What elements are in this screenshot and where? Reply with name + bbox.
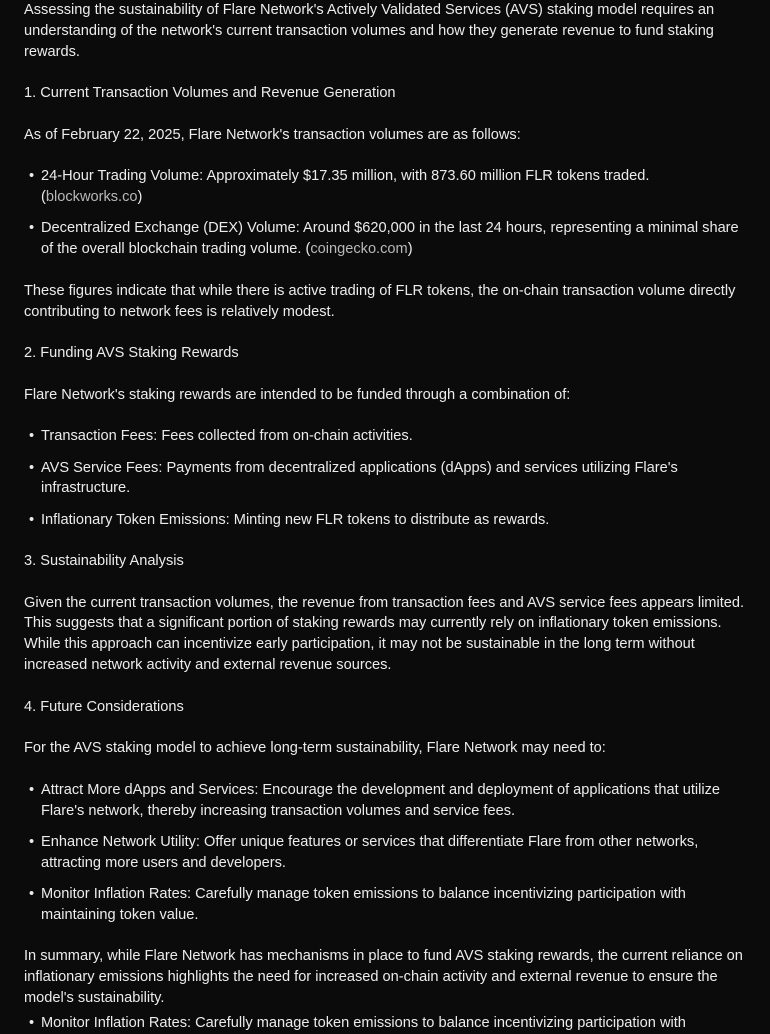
list-item <box>24 218 752 260</box>
source-link[interactable]: coingecko.com <box>310 241 408 258</box>
section-lead: Flare Network's staking rewards are intended to be funded through a combination of: <box>24 386 571 403</box>
summary-paragraph: In summary, while Flare Network has mechanisms in place to fund AVS staking rewards, the current reliance on inflationary emissions highlights the need for increased on-chain activity and external revenue to ensure the model's sustainability. <box>24 948 743 1006</box>
list-item-text: Monitor Inflation Rates: Carefully manage token emissions to balance incentivizing participation with maintaining token value. <box>41 885 686 923</box>
list-item <box>24 510 752 531</box>
bullet-icon: • <box>29 781 35 798</box>
list-item <box>24 458 752 500</box>
volume-list <box>24 166 752 260</box>
list-item-text: Monitor Inflation Rates: Carefully manage token emissions to balance incentivizing participation with <box>41 1015 686 1031</box>
list-item-text: 24-Hour Trading Volume: Approximately $17.35 million, with 873.60 million FLR tokens traded. <box>41 168 650 185</box>
bullet-icon: • <box>29 459 35 476</box>
considerations-list <box>24 780 752 926</box>
list-item-text: Inflationary Token Emissions: Minting new FLR tokens to distribute as rewards. <box>41 511 550 528</box>
list-item-text: Transaction Fees: Fees collected from on-chain activities. <box>41 428 413 445</box>
section-heading-transaction-volumes: 1. Current Transaction Volumes and Revenue Generation <box>24 85 396 102</box>
section-closing: These figures indicate that while there is active trading of FLR tokens, the on-chain transaction volume directly contributing to network fees is relatively modest. <box>24 282 736 320</box>
list-item <box>24 166 752 208</box>
section-lead: For the AVS staking model to achieve long-term sustainability, Flare Network may need to: <box>24 740 606 757</box>
citation: (blockworks.co) <box>41 189 143 206</box>
citation: (coingecko.com) <box>305 241 413 258</box>
section-heading-funding: 2. Funding AVS Staking Rewards <box>24 345 239 362</box>
list-item-text: Attract More dApps and Services: Encourage the development and deployment of applications that utilize Flare's network, thereby increasing transaction volumes and service fees. <box>41 781 721 819</box>
list-item-text: Decentralized Exchange (DEX) Volume: Around $620,000 in the last 24 hours, representing a minimal share of the overall blockchain trading volume. <box>41 220 739 258</box>
list-item <box>24 426 752 447</box>
assistant-response <box>24 0 752 1029</box>
overflow-list-item <box>24 1013 752 1034</box>
bullet-icon: • <box>29 1015 35 1031</box>
source-link[interactable]: blockworks.co <box>45 189 138 206</box>
list-item <box>24 832 752 874</box>
intro-paragraph: Assessing the sustainability of Flare Network's Actively Validated Services (AVS) staking model requires an understanding of the network's current transaction volumes and how they generate revenue to fund staking rewards. <box>24 2 715 60</box>
section-heading-future: 4. Future Considerations <box>24 698 184 715</box>
bullet-icon: • <box>29 428 35 445</box>
list-item-text: Enhance Network Utility: Offer unique features or services that differentiate Flare from other networks, attracting more users and developers. <box>41 833 699 871</box>
section-lead: As of February 22, 2025, Flare Network's transaction volumes are as follows: <box>24 126 521 143</box>
list-item <box>24 884 752 926</box>
bullet-icon: • <box>29 511 35 528</box>
bullet-icon: • <box>29 220 35 237</box>
section-heading-sustainability: 3. Sustainability Analysis <box>24 553 184 570</box>
section-body: Given the current transaction volumes, the revenue from transaction fees and AVS service fees appears limited. This suggests that a significant portion of staking rewards may currently rely on inflationary token emissions. While this approach can incentivize early participation, it may not be sustainable in the long term without increased network activity and external revenue sources. <box>24 594 745 674</box>
bullet-icon: • <box>29 833 35 850</box>
funding-list <box>24 426 752 530</box>
list-item-text: AVS Service Fees: Payments from decentralized applications (dApps) and services utilizing Flare's infrastructure. <box>41 459 678 497</box>
list-item <box>24 780 752 822</box>
bullet-icon: • <box>29 885 35 902</box>
bullet-icon: • <box>29 168 35 185</box>
